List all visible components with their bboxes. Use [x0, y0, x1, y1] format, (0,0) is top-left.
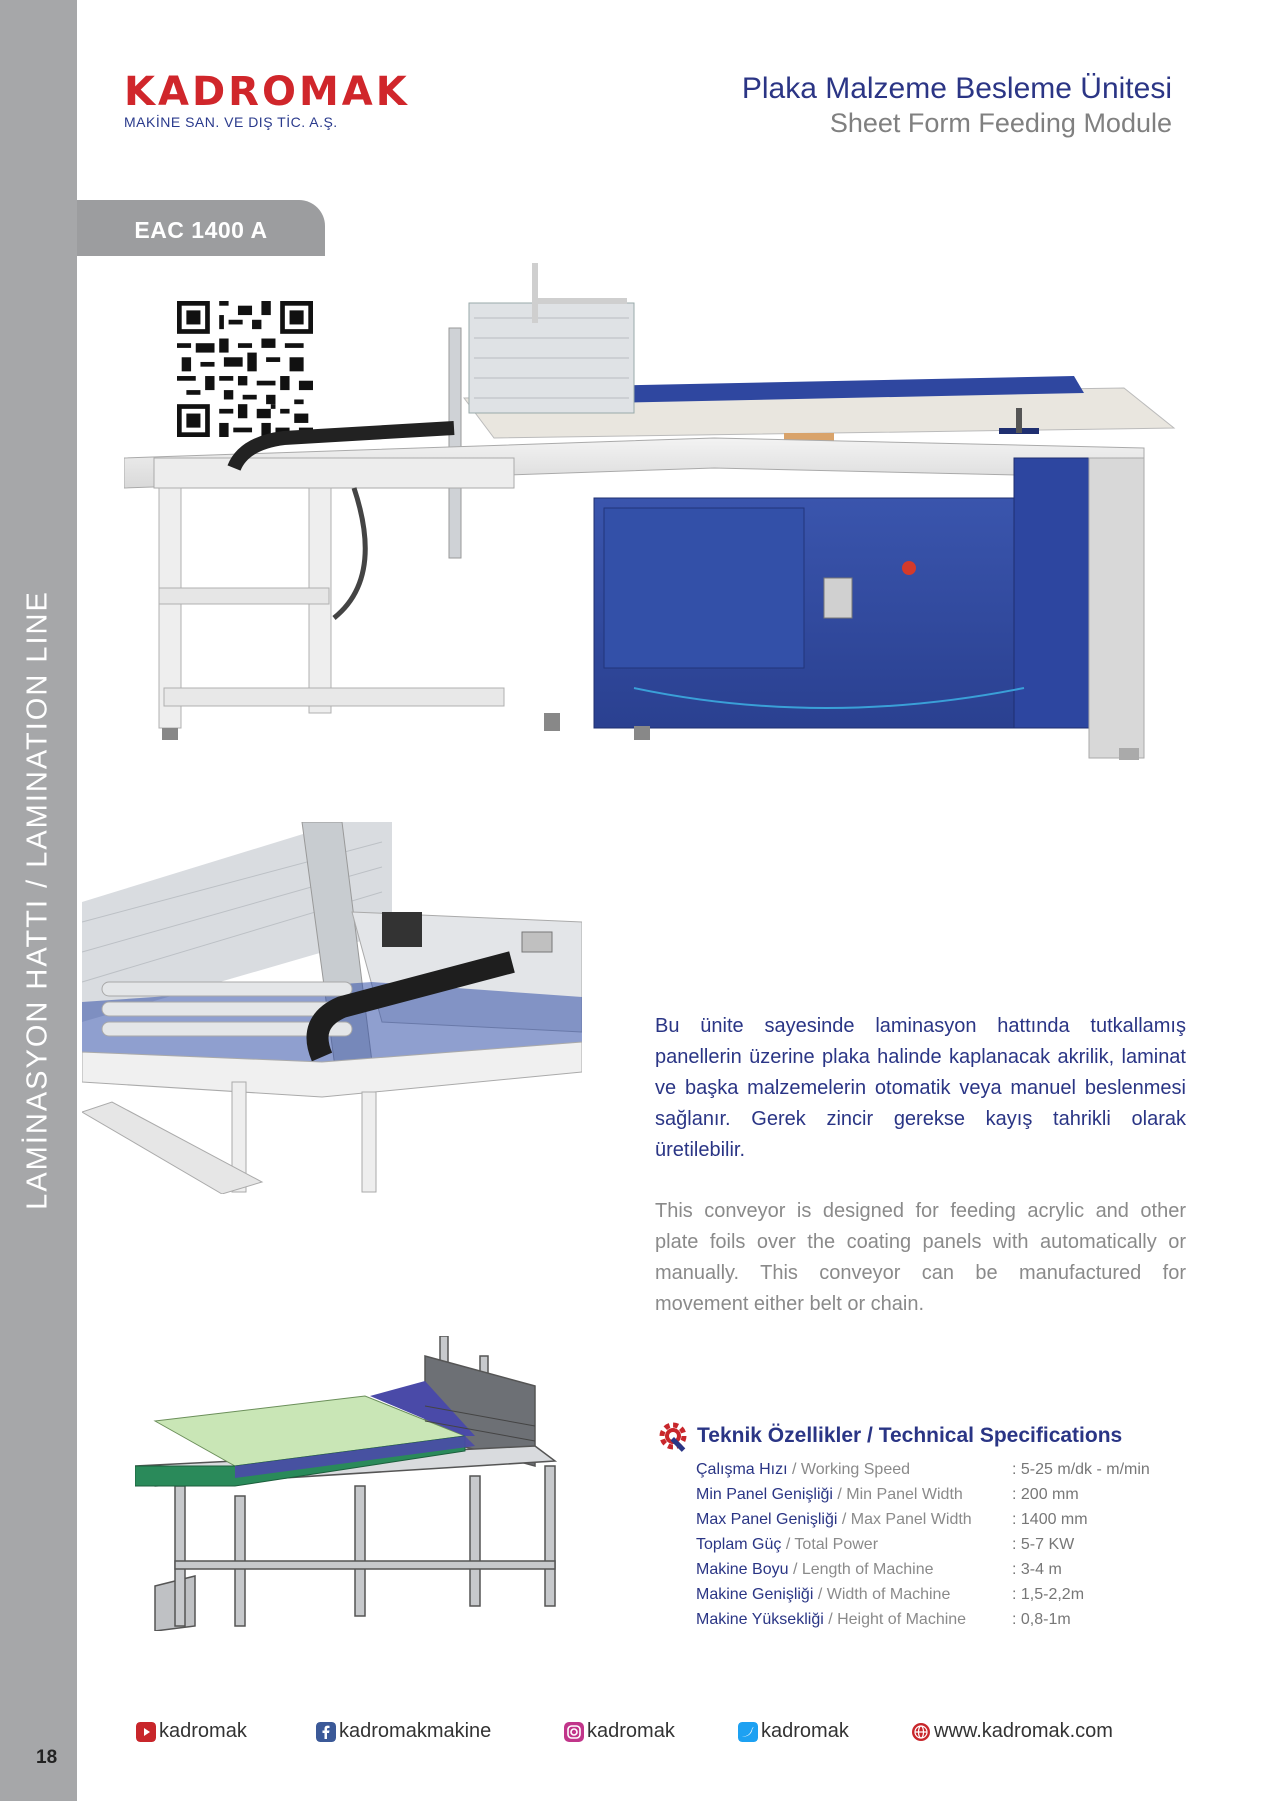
spec-heading-text: Teknik Özellikler / Technical Specifications [697, 1424, 1123, 1447]
page-title-tr: Plaka Malzeme Besleme Ünitesi [741, 72, 1172, 105]
facebook-icon [316, 1722, 336, 1742]
spec-label-tr: Max Panel Genişliği [696, 1511, 838, 1528]
spec-label-tr: Makine Genişliği [696, 1586, 814, 1603]
youtube-link[interactable] [136, 1720, 247, 1743]
spec-row [696, 1557, 1166, 1582]
spec-table [696, 1457, 1166, 1632]
website-link[interactable] [911, 1720, 1113, 1743]
spec-value: : 1400 mm [1012, 1511, 1088, 1528]
spec-row [696, 1482, 1166, 1507]
spec-value: : 5-25 m/dk - m/min [1012, 1461, 1150, 1478]
spec-value: : 200 mm [1012, 1486, 1079, 1503]
machine-render [135, 1336, 575, 1631]
description-tr: Bu ünite sayesinde laminasyon hattında tutkallamış panellerin üzerine plaka halinde kaplanacak akrilik, laminat ve başka malzemelerin otomatik veya manuel beslenmesi sağlanır. Gerek zincir gerekse kayış tahrikli olarak üretilebilir. [655, 1015, 1186, 1161]
model-code: EAC 1400 A [134, 217, 268, 243]
spec-row [696, 1507, 1166, 1532]
spec-label-en: / Width of Machine [813, 1586, 951, 1603]
facebook-handle: kadromakmakine [339, 1720, 492, 1742]
spec-row [696, 1582, 1166, 1607]
spec-label-en: / Length of Machine [788, 1561, 934, 1578]
spec-label-en: / Working Speed [787, 1461, 911, 1478]
twitter-link[interactable] [738, 1720, 849, 1743]
spec-value: : 0,8-1m [1012, 1611, 1071, 1628]
website-url: www.kadromak.com [934, 1720, 1113, 1742]
facebook-link[interactable] [316, 1720, 491, 1743]
spec-value: : 3-4 m [1012, 1561, 1062, 1578]
spec-label-en: / Total Power [781, 1536, 879, 1553]
twitter-icon [738, 1722, 758, 1742]
spec-label-en: / Max Panel Width [837, 1511, 972, 1528]
spec-label-tr: Makine Boyu [696, 1561, 789, 1578]
page-number: 18 [36, 1747, 58, 1768]
instagram-link[interactable] [564, 1720, 675, 1743]
spec-label-en: / Min Panel Width [832, 1486, 963, 1503]
footer [136, 1720, 1176, 1750]
gear-wrench-icon [655, 1418, 691, 1454]
instagram-icon [564, 1722, 584, 1742]
brand-subtitle: MAKİNE SAN. VE DIŞ TİC. A.Ş. [124, 114, 338, 130]
side-band [0, 0, 77, 1801]
spec-label-tr: Toplam Güç [696, 1536, 782, 1553]
spec-label-en: / Height of Machine [823, 1611, 967, 1628]
page-title-en: Sheet Form Feeding Module [829, 108, 1172, 138]
brand-name: KADROMAK [124, 69, 410, 115]
spec-label-tr: Min Panel Genişliği [696, 1486, 833, 1503]
twitter-handle: kadromak [761, 1720, 849, 1742]
spec-row [696, 1607, 1166, 1632]
spec-value: : 5-7 KW [1012, 1536, 1075, 1553]
globe-icon [911, 1722, 931, 1742]
spec-row [696, 1532, 1166, 1557]
spec-heading [655, 1418, 1122, 1454]
spec-label-tr: Makine Yüksekliği [696, 1611, 824, 1628]
model-tab [77, 200, 325, 256]
machine-photo-main [124, 258, 1214, 768]
machine-photo-closeup [82, 822, 582, 1194]
youtube-handle: kadromak [159, 1720, 247, 1742]
instagram-handle: kadromak [587, 1720, 675, 1742]
spec-value: : 1,5-2,2m [1012, 1586, 1085, 1603]
youtube-icon [136, 1722, 156, 1742]
spec-row [696, 1457, 1166, 1482]
brand-logo [124, 69, 410, 130]
section-label: LAMİNASYON HATTI / LAMINATION LINE [21, 590, 54, 1210]
spec-label-tr: Çalışma Hızı [696, 1461, 788, 1478]
description-en: This conveyor is designed for feeding acrylic and other plate foils over the coating panels with automatically or manually. This conveyor can be manufactured for movement either belt or chain. [655, 1200, 1186, 1315]
